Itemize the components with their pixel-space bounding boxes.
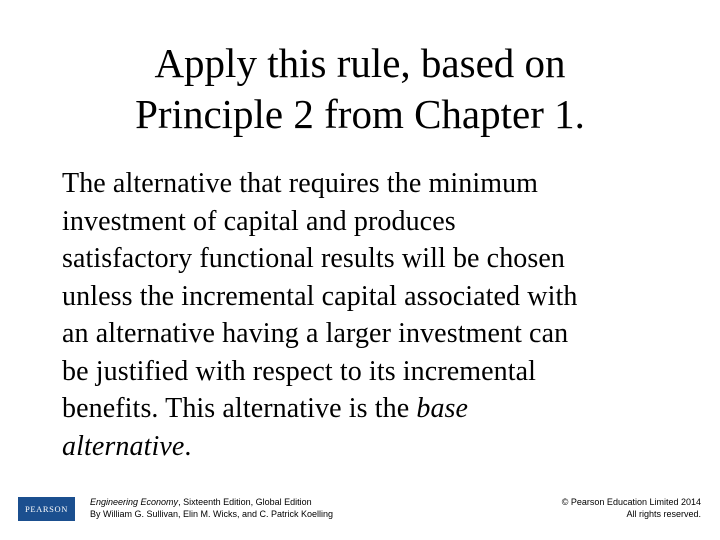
book-credits xyxy=(90,496,333,520)
body-end-period: . xyxy=(184,430,192,462)
pearson-logo xyxy=(18,497,75,521)
body-line-6: be justified with respect to its incremental xyxy=(62,355,537,387)
book-title-line xyxy=(90,496,333,508)
body-line-7 xyxy=(62,390,702,428)
body-line-8 xyxy=(62,428,702,466)
copyright-text: © Pearson Education Limited 2014 xyxy=(561,497,701,507)
pearson-logo-text: PEARSON xyxy=(25,504,68,514)
body-line-1: The alternative that requires the minimum xyxy=(62,168,539,199)
slide-title xyxy=(0,38,720,140)
title-line-1: Apply this rule, based on xyxy=(154,40,566,86)
rights-text: All rights reserved. xyxy=(626,509,701,519)
book-authors: By William G. Sullivan, Elin M. Wicks, and C. Patrick Koelling xyxy=(90,509,334,519)
body-line-5: an alternative having a larger investment can xyxy=(62,318,569,349)
body-line-2: investment of capital and produces xyxy=(62,205,456,237)
book-title: Engineering Economy xyxy=(90,497,179,507)
slide-footer xyxy=(0,490,720,530)
title-line-2: Principle 2 from Chapter 1. xyxy=(135,91,585,137)
slide-body xyxy=(62,165,702,465)
book-edition: , Sixteenth Edition, Global Edition xyxy=(178,497,312,507)
body-line-3: satisfactory functional results will be chosen xyxy=(62,243,566,274)
term-base: base xyxy=(416,393,469,424)
term-alternative: alternative xyxy=(62,430,185,462)
body-line-4: unless the incremental capital associated with xyxy=(62,280,578,312)
body-line-7-text: benefits. This alternative is the xyxy=(62,393,417,424)
copyright-notice xyxy=(562,496,701,520)
